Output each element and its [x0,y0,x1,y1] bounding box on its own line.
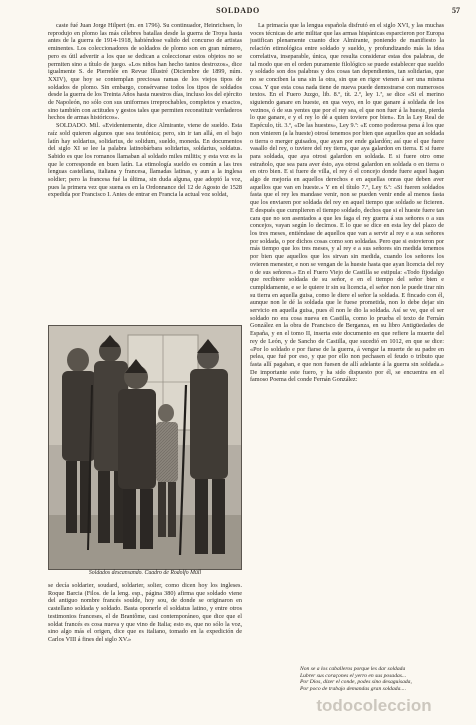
poem-line: Non se a los caballeros porque les dar soldada [300,666,406,672]
paragraph: se decía soldarier, soudard, soldarier, solier, como dicen hoy los ingleses. Roque Barcia (Filos. de la leng. esp., página 380) afirma que soldado viene del antiguo nombre francés soulde, hoy sou, de donde se originaron en castellano soldada y soldado. Basta oponerle el soldatus latino, y entre otros testimonios franceses, el de Brantôme, casi contemporáneo, que dice que el soldat francés es cosa nueva y que vino de Italia; esto es, que no sólo la voz, sino algo más el origen, dice que es italiano, tomado en la expedición de Carlos VIII á fines del siglo XV.» [48,582,242,643]
watermark-logo [286,694,462,716]
figure-caption: Soldados descansando. Cuadro de Rodolfo Müll [88,570,202,576]
paragraph: SOLDADO. Mil. «Evidentemente, dice Almirante, viene de sueldo. Esta raíz sold quieren algunos que sea teutónica; pero, sin ir tan allá, en el bajo latín hay soldarius, solidarius, de solidum, sueldo, moneda. En documentos del siglo XI se lee la palabra latinobárbara solidarius, soldarius, soldatus. Sabido es que los romanos llamaban al soldado miles militis; y esta voz es la que le corresponde en buen latín. La etimología sueldo es común a las tres lenguas castellana, italiana y francesa, llamadas latinas, y aun a la inglesa soldier; pero la francesa fué la última, sin duda alguna, que adoptó la voz, pues la primera vez que suena es en la Ordonnance del 12 de Agosto de 1528 expedida por Francisco I. Antes de entrar en Francia la actual voz soldat, [48,122,242,199]
poem-line: Por poco de trabajo demandas gran soldada.... [300,685,406,692]
svg-text:todocoleccion: todocoleccion [316,696,432,715]
paragraph: La primacía que la lengua española disfrutó en el siglo XVI, y las muchas voces técnicas de arte militar que las armas hispánicas esparcieron por Europa justifican plenamente cuanto dice Almirante, poniendo de manifiesto la relación etimológica entre soldado y sueldo, y profundizando más la idea correlativa, inseparable, única, que resulta considerar estas dos palabras, de tal modo que en el orden puramente filológico se puede establecer que sueldo y soldado son dos palabras y dos cosas tan dependientes, tan solidarias, que no se conciben la una sin la otra, sin que en rigor vienen á ser una misma cosa. Y que esta cosa nada tiene de nueva puede demostrarse con numerosos textos. En el Fuero Juzgo, lib. 8.º, tít. 2.º, ley 1.ª, se dice «Si el merino siguiendo ganare en hueste, en qua veyo, en lo que ganare á soldada de los vezinos, ó de sus yentes que por el rey sea, el que non fuer á la hueste, pierda lo que ganare, e y el rey lo dé a quien toviere por bien». En la Ley Real de Espéculo, tít. 3.º, «De las huestes», Ley 9.ª: «E como poderosa pena á los que non vinieren (a la hueste) otrosí tenemos por bien que aquellos que an soldada o tierra o merger guisados, que ayan por ende galardón; así que el que fuere vasallo del rey, o tuviere del rey tierra, que aya galardon en tierra. E si fuere para soldada, que aya otrosi galardon en soldada. E si fuere otro ome estrañolo, que sea para aver ésto, aya otrosi galardon en soldada o en tierra o en otro bien. E si fuere de villa, el rey ó el concejo donde fuere aquel hagan algo de mejoría en aquellos derechos e en aquellas onras que deben aver aquellos que van en hueste.» Y en el título 7.º, Ley 6.ª: «Si fueren soldados fasta que el rey les mandase venir, non se pueden venir ende al menos fasta que los enviaren por soldada del rey en aquel tiempo que soldado se ficieren. E después que cumplieren el tiempo soldado, dechos que si el hueste fuere tan cara que no son asentados a que les faga el rey guerra á sus señores o a sus concejos, vayan según lo decimos. E lo que se dice en esta ley del plazo de los tres meses, entiéndase de aquellos que van a servir al rey e a sus señores por soldada, o por dichos cosas como son soldadas. Pero que si estovieron por más tiempo que los tres meses, y al rey e a sus señores sin medida tenemos por bien que aquellos que los sirvan sin medida, cuando los señores los ovieren menester, e non se vengan de la hueste hasta que ayan licencia del rey o de sus señores.» En el Fuero Viejo de Castilla se estipula: «Todo fijodalgo que recibiere soldada de su señor, e en el tiempo del señor bien e cumplidamente, e se le quiere ir sin su licencia, el señor non le puede tirar nin su tierra en aquella guisa, como le diere el señor la soldada. E fincado con él, aunque non le dé la soldada que le fuese prometida, non lo debe dejar sin servicio en aquella guisa, pues él non le dio la soldada. Así se ve, que el ser soldado no era cosa nueva en Castilla, como lo prueba el texto de Fernán González en la obra de Francisco de Berganza, en su libro Antigüedades de España, y en el tomo II, inserta este documento en que refiere la muerte del rey de León, y de Sancho de Castilla, que sucedió en 1012, en que se dice: «Por lo soldado e por fiarse de la guerra, á vengar la muerte de su padre en pelea, que fué por eso, y que por ello non pechasen el feudo o tributo que fasta allí pagaban, e que non fuesen de allí adelante á la guerra sin soldada.» De importante este fuero, y ha sido dispuesto por él, se encuentra en el famoso Poema del conde Fernán González: [250,22,444,384]
paragraph: caste fué Juan Jorge Hilpert (m. en 1796). Su continuador, Heinrichsen, lo reprodujo en plomo las más célebres batallas desde la guerra de Troya hasta antes de la guerra de 1914-1918, habiéndose valido del concurso de artistas eminentes. Los coleccionadores de soldados de plomo son en gran número, pero es útil advertir a los que se dedican a coleccionar estos objetos no se permiten sino a título de juego. «Los niños han hecho tantos destrozos», dice igualmente S. de Pierrelée en Revue Illustré (Diciembre de 1899, núm. XXIV), que hoy se contemplan preciosas ramas de los viejos tipos de soldados de plomo. Sin embargo, consérvanse todos los tipos de soldados desde la guerra de los Treinta Años hasta nuestros días, incluso los del ejército de Napoleón, no sólo con sus uniformes irreprochables, completos y exactos, sino también con actitudes y gestos tales que permiten reconstituir verdaderos hechos de armas históricos». [48,22,242,122]
poem-line: Lubrer sus coraçones el yerro en sus posadas... [300,672,407,679]
poem-quotation [300,666,450,692]
right-column [250,22,444,662]
running-title: SOLDADO [216,6,260,15]
left-column-bottom [48,582,242,680]
left-column-top [48,22,242,320]
running-head [0,6,476,20]
illustration-soldiers-resting [48,325,242,570]
poem-line: Por Dios, dizer el conde, podes sino desaguisada, [300,679,412,686]
page-number: 57 [452,6,460,15]
